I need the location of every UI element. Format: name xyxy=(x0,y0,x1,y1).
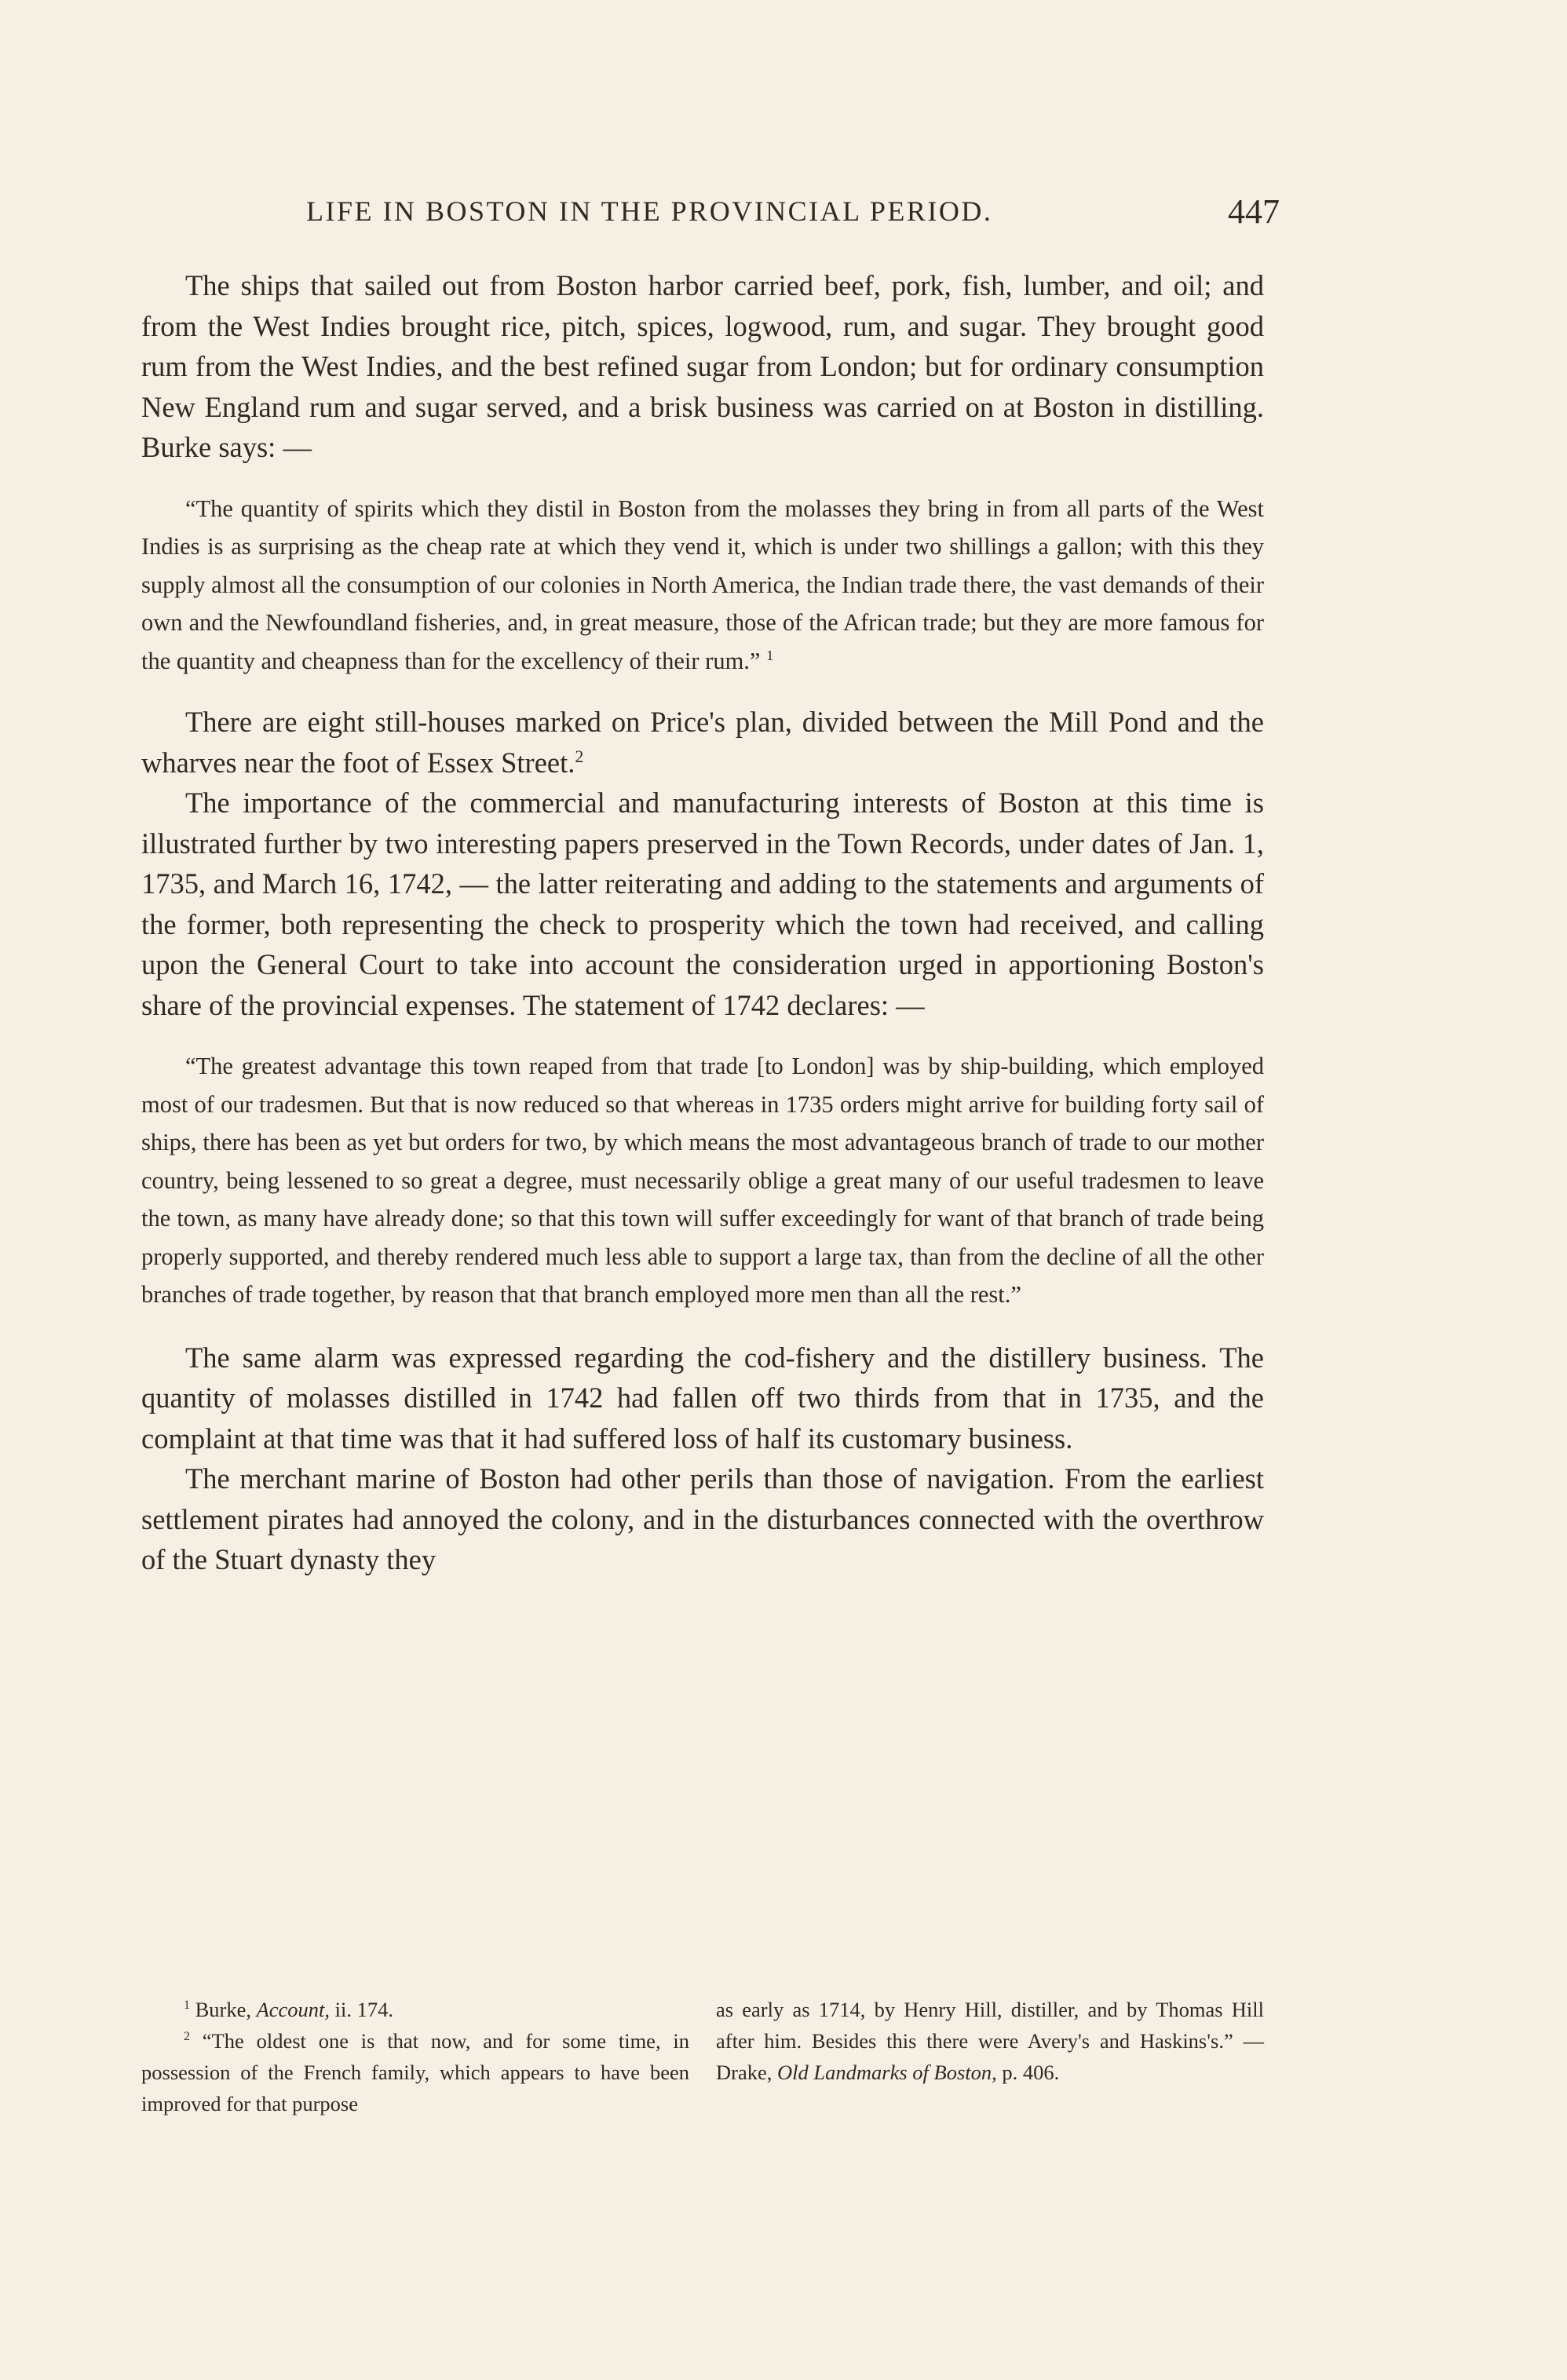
quote-burke xyxy=(141,490,1264,681)
footnote-1-ref: ii. 174. xyxy=(334,1998,394,2021)
paragraph-still-houses xyxy=(141,702,1264,783)
footnote-1 xyxy=(141,1994,689,2025)
paragraph-merchant-marine: The merchant marine of Boston had other perils than those of navigation. From the earliest settlement pirates had annoyed the colony, and in the disturbances connected with the overthrow of the Stuart dynasty they xyxy=(141,1462,1264,1575)
running-title: LIFE IN BOSTON IN THE PROVINCIAL PERIOD. xyxy=(306,195,993,227)
footnote-2-title: Old Landmarks of Boston, xyxy=(777,2061,997,2084)
quote-burke-text: “The quantity of spirits which they distil in Boston from the molasses they bring in from all parts of the West Indies is as surprising as the cheap rate at which they vend it, which is under two shillings a gallon; with this they supply almost all the consumption of our colonies in North America, the Indian trade there, the vast demands of their own and the Newfoundland fisheries, and, in great measure, those of the African trade; but they are more famous for the quantity and cheapness than for the excellency of their rum.” xyxy=(141,495,1264,674)
footnotes-right-column xyxy=(716,1994,1264,2119)
paragraph-still-houses-text: There are eight still-houses marked on Price's plan, divided between the Mill Pond and the wharves near the foot of Essex Street. xyxy=(141,706,1264,779)
footnote-ref-2: 2 xyxy=(575,746,584,766)
footnote-2-page: p. 406. xyxy=(1002,2061,1060,2084)
page-number: 447 xyxy=(1228,192,1280,231)
footnote-2-text-end: as early as 1714, by Henry Hill, distiller, and by Thomas Hill after him. Besides this there were Avery's and Haskins's.” — Drake, xyxy=(716,1998,1264,2084)
footnotes-left-column xyxy=(141,1994,689,2119)
footnote-1-author: Burke, xyxy=(195,1998,251,2021)
quote-town-statement: “The greatest advantage this town reaped from that trade [to London] was by ship-building, which employed most of our tradesmen. But that is now reduced so that whereas in 1735 orders might arrive for building forty sail of ships, there has been as yet but orders for two, by which means the most advantageous branch of trade to our mother country, being lessened to so great a degree, must necessarily oblige a great many of our useful tradesmen to leave the town, as many have already done; so that this town will suffer exceedingly for want of that branch of trade being properly supported, and thereby rendered much less able to support a large tax, than from the decline of all the other branches of trade together, by reason that that branch employed more men than all the rest.” xyxy=(141,1053,1264,1308)
paragraph-ships: The ships that sailed out from Boston harbor carried beef, pork, fish, lumber, and oil; and from the West Indies brought rice, pitch, spices, logwood, rum, and sugar. They brought good rum from the West Indies, and the best refined sugar from London; but for ordinary consumption New England rum and sugar served, and a brisk business was carried on at Boston in distilling. Burke says: — xyxy=(141,269,1264,463)
footnote-1-title: Account, xyxy=(256,1998,331,2021)
footnote-ref-1: 1 xyxy=(766,647,774,663)
footnote-2-continued xyxy=(716,1994,1264,2088)
page-header xyxy=(306,192,1280,239)
paragraph-commercial-interests: The importance of the commercial and manufacturing interests of Boston at this time is illustrated further by two interesting papers preserved in the Town Records, under dates of Jan. 1, 1735, and March 16, 1742, — the latter reiterating and adding to the statements and arguments of the former, both representing the check to prosperity which the town had received, and calling upon the General Court to take into account the consideration urged in apportioning Boston's share of the provincial expenses. The statement of 1742 declares: — xyxy=(141,787,1264,1021)
footnotes xyxy=(141,1994,1264,2119)
footnote-1-mark: 1 xyxy=(184,1999,190,2013)
body-text xyxy=(141,265,1264,1580)
footnote-2-text-start: “The oldest one is that now, and for some time, in possession of the French family, which appears to have been improved for that purpose xyxy=(141,2029,690,2115)
paragraph-cod-fishery: The same alarm was expressed regarding the cod-fishery and the distillery business. The quantity of molasses distilled in 1742 had fallen off two thirds from that in 1735, and the complaint at that time was that it had suffered loss of half its customary business. xyxy=(141,1341,1264,1455)
footnote-2 xyxy=(141,2025,689,2119)
footnote-2-mark: 2 xyxy=(184,2030,190,2044)
